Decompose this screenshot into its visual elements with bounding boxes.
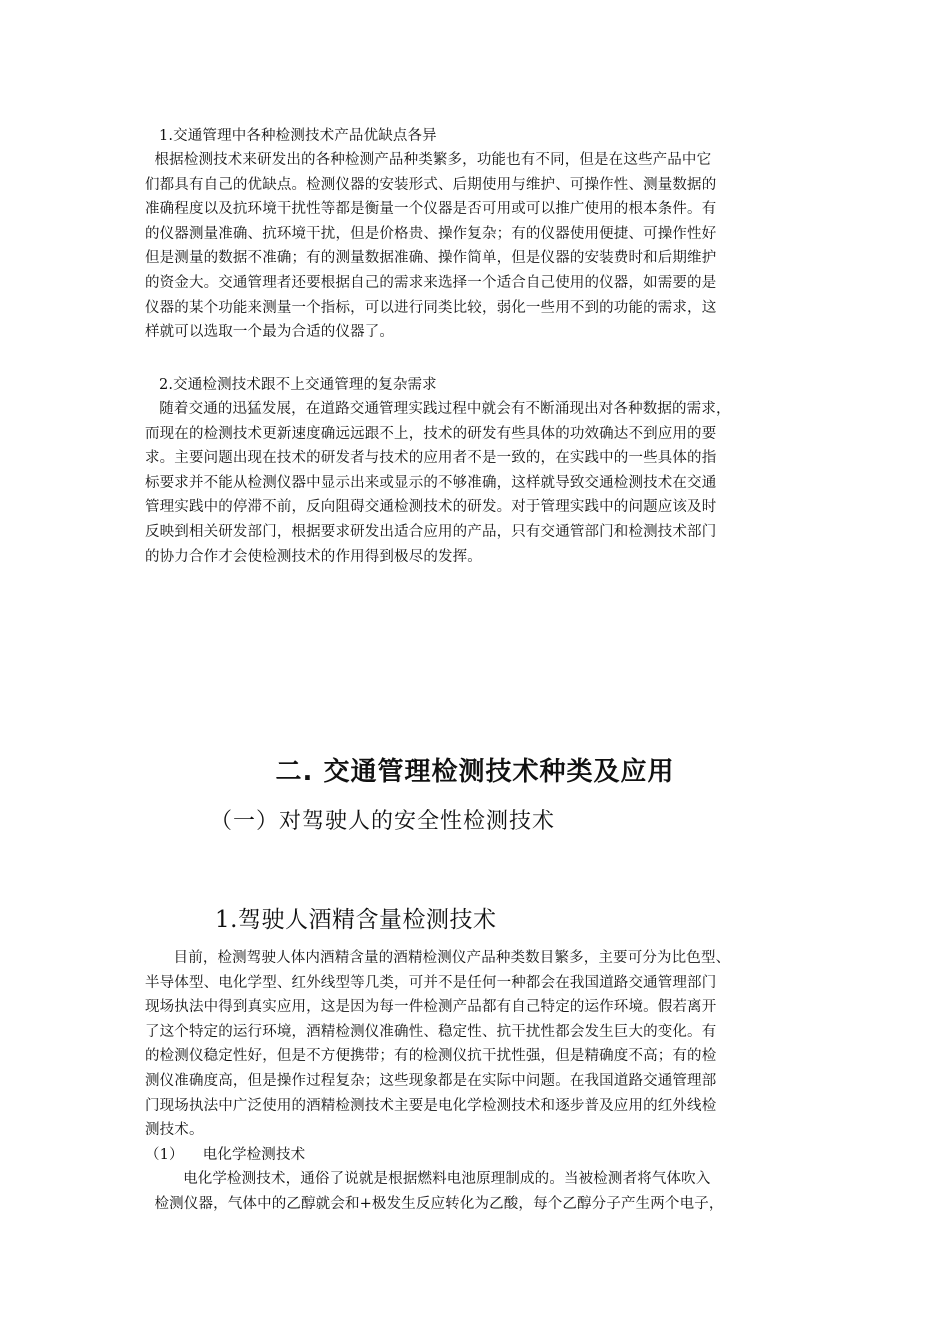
section-2-heading: 2.交通检测技术跟不上交通管理的复杂需求 xyxy=(159,377,437,393)
section-3-line: 门现场执法中广泛使用的酒精检测技术主要是电化学检测技术和逐步普及应用的红外线检 xyxy=(145,1097,717,1114)
topic-title: 1.驾驶人酒精含量检测技术 xyxy=(215,907,497,933)
section-2-line: 反映到相关研发部门，根据要求研发出适合应用的产品，只有交通管部门和检测技术部门 xyxy=(145,523,717,540)
section-3-line: 的检测仪稳定性好，但是不方便携带；有的检测仪抗干扰性强，但是精确度不高；有的检 xyxy=(145,1048,717,1065)
subsection-title: （一）对驾驶人的安全性检测技术 xyxy=(210,809,556,834)
section-1-line: 准确程度以及抗环境干扰性等都是衡量一个仪器是否可用或可以推广使用的根本条件。有 xyxy=(145,201,717,218)
section-1-line: 仪器的某个功能来测量一个指标，可以进行同类比较，弱化一些用不到的功能的需求，这 xyxy=(145,299,717,316)
section-1-line: 的资金大。交通管理者还要根据自己的需求来选择一个适合自己使用的仪器，如需要的是 xyxy=(145,274,717,291)
section-3-item-label: （1） 电化学检测技术 xyxy=(145,1146,306,1163)
section-1-line: 样就可以选取一个最为合适的仪器了。 xyxy=(145,324,395,341)
section-3-line: 现场执法中得到真实应用，这是因为每一件检测产品都有自己特定的运作环境。假若离开 xyxy=(145,999,717,1016)
section-3-line: 测技术。 xyxy=(145,1122,204,1139)
section-1-line: 根据检测技术来研发出的各种检测产品种类繁多，功能也有不同，但是在这些产品中它 xyxy=(145,152,712,168)
section-1-line: 们都具有自己的优缺点。检测仪器的安装形式、后期使用与维护、可操作性、测量数据的 xyxy=(145,176,717,193)
section-1-line: 的仪器测量准确、抗环境干扰，但是价格贵、操作复杂；有的仪器使用便捷、可操作性好 xyxy=(145,225,717,242)
section-2 xyxy=(145,373,810,569)
section-2-line: 求。主要问题出现在技术的研发者与技术的应用者不是一致的，在实践中的一些具体的指 xyxy=(145,450,717,467)
section-3-line: 了这个特定的运行环境，酒精检测仪准确性、稳定性、抗干扰性都会发生巨大的变化。有 xyxy=(145,1023,717,1040)
section-2-line: 标要求并不能从检测仪器中显示出来或显示的不够准确，这样就导致交通检测技术在交通 xyxy=(145,474,717,491)
section-3-line: 测仪准确度高，但是操作过程复杂；这些现象都是在实际中问题。在我国道路交通管理部 xyxy=(145,1072,717,1089)
section-2-line: 随着交通的迅猛发展，在道路交通管理实践过程中就会有不断涌现出对各种数据的需求， xyxy=(145,401,731,417)
section-3-item-line: 电化学检测技术，通俗了说就是根据燃料电池原理制成的。当被检测者将气体吹入 xyxy=(145,1171,711,1188)
section-2-line: 而现在的检测技术更新速度确远远跟不上，技术的研发有些具体的功效确达不到应用的要 xyxy=(145,425,717,442)
section-2-line: 的协力合作才会使检测技术的作用得到极尽的发挥。 xyxy=(145,548,482,565)
section-1-heading: 1.交通管理中各种检测技术产品优缺点各异 xyxy=(159,128,437,144)
section-3 xyxy=(145,946,810,1217)
section-1-line: 但是测量的数据不准确；有的测量数据准确、操作简单，但是仪器的安装费时和后期维护 xyxy=(145,250,717,267)
section-3-line: 目前，检测驾驶人体内酒精含量的酒精检测仪产品种类数目繁多，主要可分为比色型、 xyxy=(145,950,731,966)
section-1 xyxy=(145,124,810,345)
chapter-title: 二. 交通管理检测技术种类及应用 xyxy=(275,757,675,787)
section-3-line: 半导体型、电化学型、红外线型等几类，可并不是任何一种都会在我国道路交通管理部门 xyxy=(145,974,717,991)
section-3-item-line: 检测仪器，气体中的乙醇就会和+极发生反应转化为乙酸，每个乙醇分子产生两个电子， xyxy=(145,1195,724,1212)
section-2-line: 管理实践中的停滞不前，反向阻碍交通检测技术的研发。对于管理实践中的问题应该及时 xyxy=(145,499,717,516)
